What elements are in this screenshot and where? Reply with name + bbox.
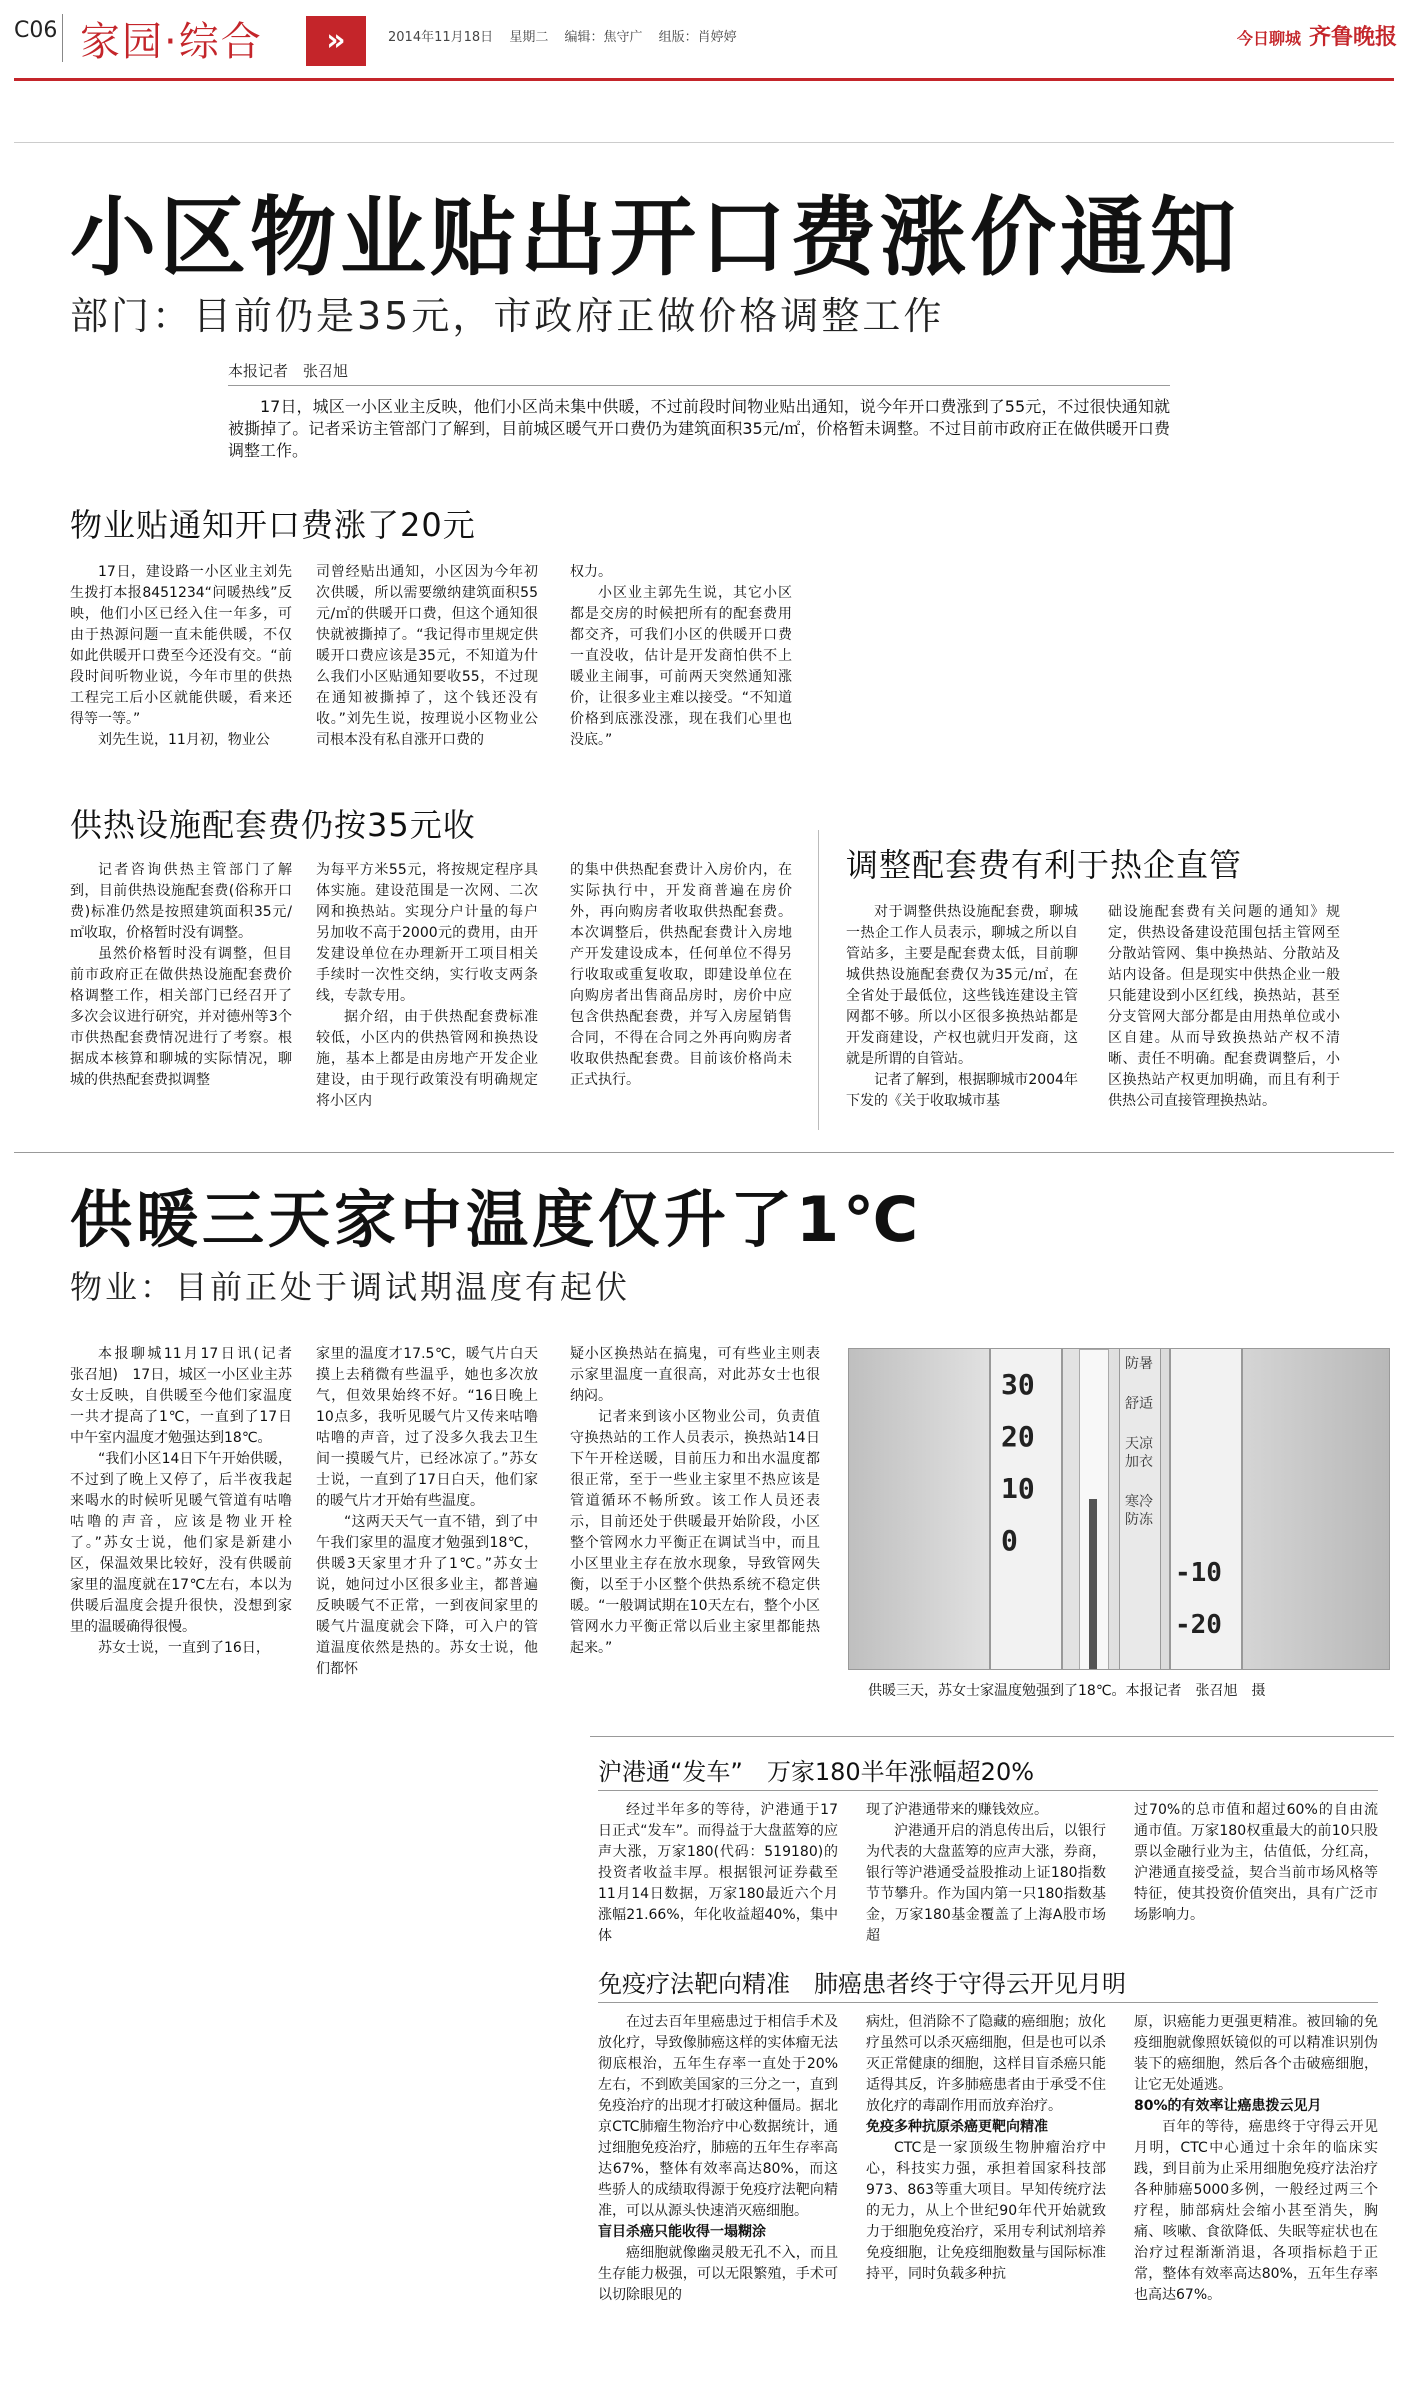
paragraph: 本报聊城11月17日讯(记者 张召旭) 17日，城区一小区业主苏女士反映，自供暖至今他们家温度一共才提高了1℃，一直到了17日中午室内温度才勉强达到18℃。 [70, 1346, 306, 1446]
scale-right-labels [1175, 1547, 1222, 1651]
article1-section1-col2 [316, 562, 538, 751]
article3-col2 [866, 1800, 1106, 1947]
article1-section1-col1 [70, 562, 292, 751]
title-rule [598, 2002, 1378, 2003]
issue-layout: 组版：肖婷婷 [658, 30, 737, 45]
scale-left-labels [1001, 1359, 1035, 1567]
section-separator: · [164, 19, 179, 65]
paragraph: 虽然价格暂时没有调整，但目前市政府正在做供热设施配套费价格调整工作，相关部门已经召开了多次会议进行研究，并对德州等3个市供热配套费情况进行了考察。根据成本核算和聊城的实际情况，聊城的供热配套费拟调整 [70, 946, 292, 1088]
scale-label: -10 [1175, 1558, 1222, 1588]
header-rule-thin [14, 142, 1394, 143]
paragraph: 沪港通开启的消息传出后，以银行为代表的大盘蓝筹的应声大涨，券商，银行等沪港通受益股推动上证180指数节节攀升。作为国内第一只180指数基金，万家180基金覆盖了上海A股市场超 [866, 1823, 1106, 1944]
thermometer-liquid [1089, 1499, 1097, 1669]
paragraph: 为每平方米55元，将按规定程序具体实施。建设范围是一次网、二次网和换热站。实现分户计量的每户另加收不高于2000元的费用，由开发建设单位在办理新开工项目相关手续时一次性交纳，实行收支两条线，专款专用。 [316, 862, 538, 1004]
paragraph: 疑小区换热站在搞鬼，可有些业主则表示家里温度一直很高，对此苏女士也很纳闷。 [570, 1346, 820, 1404]
paragraph: 权力。 [570, 564, 612, 580]
scale-label: 0 [1001, 1524, 1018, 1557]
article1-section3-title: 调整配套费有利于热企直管 [846, 846, 1243, 884]
paragraph: 经过半年多的等待，沪港通于17日正式“发车”。而得益于大盘蓝筹的应声大涨，万家180(代码：519180)的投资者收益丰厚。根据银河证券截至11月14日数据，万家180最近六个月涨幅21.66%，年化收益超40%，集中体 [598, 1802, 838, 1944]
brand-logo: 齐鲁晚报 [1308, 25, 1397, 50]
column-divider [818, 830, 819, 1130]
header-rule [14, 78, 1394, 81]
thermometer-photo [848, 1348, 1390, 1670]
article1-section1-col3 [570, 562, 792, 751]
article4-col3 [1134, 2012, 1378, 2306]
article2-col2 [316, 1344, 538, 1680]
article1-section1-title: 物业贴通知开口费涨了20元 [70, 506, 476, 544]
article3-col1 [598, 1800, 838, 1947]
paragraph: 对于调整供热设施配套费，聊城一热企工作人员表示，聊城之所以自管站多，主要是配套费太低，目前聊城供热设施配套费仅为35元/㎡，在全省处于最低位，这些钱连建设主管网都不够。所以小区很多换热站都是开发商建设，产权也就归开发商，这就是所谓的自管站。 [846, 904, 1078, 1067]
comfort-label: 舒适 [1125, 1396, 1153, 1412]
byline-rule [228, 385, 1170, 386]
article2-col1 [70, 1344, 306, 1659]
paragraph: 苏女士说，一直到了16日， [98, 1640, 270, 1656]
article-separator [590, 1736, 1394, 1737]
article1-section3-col2 [1108, 902, 1340, 1112]
article2-col3 [570, 1344, 820, 1659]
paragraph-heading: 免疫多种抗原杀癌更靶向精准 [866, 2119, 1048, 2135]
newspaper-brand [1237, 20, 1397, 51]
issue-weekday: 星期二 [509, 30, 549, 45]
photo-caption: 供暖三天，苏女士家温度勉强到了18℃。本报记者 张召旭 摄 [868, 1683, 1266, 1699]
paragraph: “我们小区14日下午开始供暖，不过到了晚上又停了，后半夜我起来喝水的时候听见暖气管道有咕噜咕噜的声音，应该是物业开栓了。”苏女士说，他们家是新建小区，保温效果比较好，没有供暖前家里的温度就在17℃左右，本以为供暖后温度会提升很快，没想到家里的温暖确得很慢。 [70, 1451, 292, 1635]
paragraph: 百年的等待，癌患终于守得云开见月明，CTC中心通过十余年的临床实践，到目前为止采用细胞免疫疗法治疗各种肺癌5000多例，一般经过两三个疗程，肺部病灶会缩小甚至消失，胸痛、咳嗽、食欲降低、失眠等症状也在治疗过程渐渐消退，各项指标趋于正常，整体有效率高达80%，五年生存率也高达67%。 [1134, 2119, 1378, 2303]
paragraph: 的集中供热配套费计入房价内，在实际执行中，开发商普遍在房价外，再向购房者收取供热配套费。本次调整后，供热配套费计入房地产开发建设成本，任何单位不得另行收取或重复收取，即建设单位在向购房者出售商品房时，房价中应包含供热配套费，并写入房屋销售合同，不得在合同之外再向购房者收取供热配套费。目前该价格尚未正式执行。 [570, 862, 792, 1088]
article1-subtitle: 部门：目前仍是35元，市政府正做价格调整工作 [70, 294, 945, 338]
article1-section2-col1 [70, 860, 292, 1091]
paragraph: 础设施配套费有关问题的通知》规定，供热设备建设范围包括主管网至分散站管网、集中换热站、分散站及站内设备。但是现实中供热企业一般只能建设到小区红线，换热站，甚至分支管网大部分都是由用热单位或小区自建。从而导致换热站产权不清晰、责任不明确。配套费调整后，小区换热站产权更加明确，而且有利于供热公司直接管理换热站。 [1108, 904, 1340, 1109]
paragraph-heading: 盲目杀癌只能收得一塌糊涂 [598, 2224, 766, 2240]
paragraph: 刘先生说，11月初，物业公 [98, 732, 270, 748]
paragraph: 在过去百年里癌患过于相信手术及放化疗，导致像肺癌这样的实体瘤无法彻底根治，五年生存率一直处于20%左右，不到欧美国家的三分之一，直到免疫治疗的出现才打破这种僵局。据北京CTC肺瘤生物治疗中心数据统计，通过细胞免疫治疗，肺癌的五年生存率高达67%，整体有效率高达80%，而这些骄人的成绩取得源于免疫疗法靶向精准，可以从源头快速消灭癌细胞。 [598, 2014, 838, 2219]
scale-label: -20 [1175, 1610, 1222, 1640]
paragraph: 过70%的总市值和超过60%的自由流通市值。万家180权重最大的前10只股票以金融行业为主，估值低，分红高，沪港通直接受益，契合当前市场风格等特征，使其投资价值突出，具有广泛市场影响力。 [1134, 1802, 1378, 1923]
title-rule [598, 1790, 1378, 1791]
scale-label: 10 [1001, 1472, 1035, 1505]
paragraph: 小区业主郭先生说，其它小区都是交房的时候把所有的配套费用都交齐，可我们小区的供暖开口费一直没收，估计是开发商怕供不上暖业主闹事，可前两天突然通知涨价，让很多业主难以接受。“不知道价格到底涨没涨，现在我们心里也没底。” [570, 585, 792, 748]
article4-title: 免疫疗法靶向精准 肺癌患者终于守得云开见月明 [598, 1970, 1126, 1998]
paragraph: 原，识癌能力更强更精准。被回输的免疫细胞就像照妖镜似的可以精准识别伪装下的癌细胞，然后各个击破癌细胞，让它无处遁逃。 [1134, 2014, 1378, 2093]
article4-col1 [598, 2012, 838, 2306]
article3-title: 沪港通“发车” 万家180半年涨幅超20% [598, 1758, 1035, 1786]
section-name-a: 家园 [80, 19, 164, 65]
article1-lead: 17日，城区一小区业主反映，他们小区尚未集中供暖，不过前段时间物业贴出通知，说今年开口费涨到了55元，不过很快通知就被撕掉了。记者采访主管部门了解到，目前城区暖气开口费仍为建筑面积35元/㎡，价格暂未调整。不过目前市政府正在做供暖开口费调整工作。 [228, 397, 1170, 460]
section-name-b: 综合 [178, 19, 263, 65]
section-title [80, 10, 263, 67]
article1-section2-col3 [570, 860, 792, 1091]
article2-title: 供暖三天家中温度仅升了1℃ [70, 1183, 923, 1256]
article1-section3-col1 [846, 902, 1078, 1112]
paragraph: CTC是一家顶级生物肿瘤治疗中心，科技实力强，承担着国家科技部973、863等重大项目。早知传统疗法的无力，从上个世纪90年代开始就致力于细胞免疫治疗，采用专利试剂培养免疫细胞，让免疫细胞数量与国际标准持平，同时负载多种抗 [866, 2140, 1106, 2282]
article2-subtitle: 物业：目前正处于调试期温度有起伏 [70, 1268, 631, 1306]
paragraph-heading: 80%的有效率让癌患拨云见月 [1134, 2098, 1322, 2114]
article1-title: 小区物业贴出开口费涨价通知 [70, 188, 1240, 288]
paragraph: 据介绍，由于供热配套费标准较低，小区内的供热管网和换热设施，基本上都是由房地产开发企业建设，由于现行政策没有明确规定将小区内 [316, 1009, 538, 1109]
comfort-label: 寒冷防冻 [1125, 1494, 1153, 1528]
article4-col2 [866, 2012, 1106, 2285]
issue-meta [388, 26, 749, 45]
article3-col3 [1134, 1800, 1378, 1926]
paragraph: “这两天天气一直不错，到了中午我们家里的温度才勉强到18℃，供暖3天家里才升了1℃。”苏女士说，她问过小区很多业主，都普遍反映暖气不正常，一到夜间家里的暖气片温度就会下降，可入户的管道温度依然是热的。苏女士说，他们都怀 [316, 1514, 538, 1677]
paragraph: 记者咨询供热主管部门了解到，目前供热设施配套费(俗称开口费)标准仍然是按照建筑面积35元/㎡收取，价格暂时没有调整。 [70, 862, 292, 941]
paragraph: 司曾经贴出通知，小区因为今年初次供暖，所以需要缴纳建筑面积55元/㎡的供暖开口费，但这个通知很快就被撕掉了。“我记得市里规定供暖开口费应该是35元，不知道为什么我们小区贴通知要收55，不过现在通知被撕掉了，这个钱还没有收。”刘先生说，按理说小区物业公司根本没有私自涨开口费的 [316, 564, 538, 748]
paragraph: 病灶，但消除不了隐藏的癌细胞；放化疗虽然可以杀灭癌细胞，但是也可以杀灭正常健康的细胞，这样目盲杀癌只能适得其反，许多肺癌患者由于承受不住放化疗的毒副作用而放弃治疗。 [866, 2014, 1106, 2114]
paragraph: 记者了解到，根据聊城市2004年下发的《关于收取城市基 [846, 1072, 1078, 1109]
article1-byline: 本报记者 张召旭 [228, 362, 349, 380]
issue-date: 2014年11月18日 [388, 30, 494, 45]
brand-city: 今日聊城 [1236, 29, 1301, 48]
scale-label: 20 [1001, 1420, 1035, 1453]
paragraph: 17日，建设路一小区业主刘先生拨打本报8451234“问暖热线”反映，他们小区已经入住一年多，可由于热源问题一直未能供暖，不仅如此供暖开口费至今还没有交。“前段时间听物业说，今年市里的供热工程完工后小区就能供暖，看来还得等一等。” [70, 564, 292, 727]
page-number: C06 [14, 18, 58, 43]
article1-section2-col2 [316, 860, 538, 1112]
section-arrow-icon: » [306, 16, 366, 66]
scale-label: 30 [1001, 1368, 1035, 1401]
comfort-label: 天凉加衣 [1125, 1436, 1153, 1470]
paragraph: 家里的温度才17.5℃，暖气片白天摸上去稍微有些温乎，她也多次放气，但效果始终不好。“16日晚上10点多，我听见暖气片又传来咕噜咕噜的声音，过了没多久我去卫生间一摸暖气片，已经冰凉了。”苏女士说，一直到了17日白天，他们家的暖气片才开始有些温度。 [316, 1346, 538, 1509]
divider [62, 14, 63, 62]
paragraph: 记者来到该小区物业公司，负责值守换热站的工作人员表示，换热站14日下午开栓送暖，目前压力和出水温度都很正常，至于一些业主家里不热应该是管道循环不畅所致。该工作人员还表示，目前还处于供暖最开始阶段，小区整个管网水力平衡正在调试当中，而且小区里业主存在放水现象，导致管网失衡，以至于小区整个供热系统不稳定供暖。“一般调试期在10天左右，整个小区管网水力平衡正常以后业主家里都能热起来。” [570, 1409, 820, 1656]
paragraph: 现了沪港通带来的赚钱效应。 [866, 1802, 1048, 1818]
paragraph: 癌细胞就像幽灵般无孔不入，而且生存能力极强，可以无限繁殖，手术可以切除眼见的 [598, 2245, 838, 2303]
comfort-labels [1123, 1355, 1155, 1529]
article-separator [14, 1152, 1394, 1153]
comfort-label: 防暑 [1125, 1356, 1153, 1372]
issue-editor: 编辑：焦守广 [564, 30, 643, 45]
article1-section2-title: 供热设施配套费仍按35元收 [70, 806, 476, 844]
